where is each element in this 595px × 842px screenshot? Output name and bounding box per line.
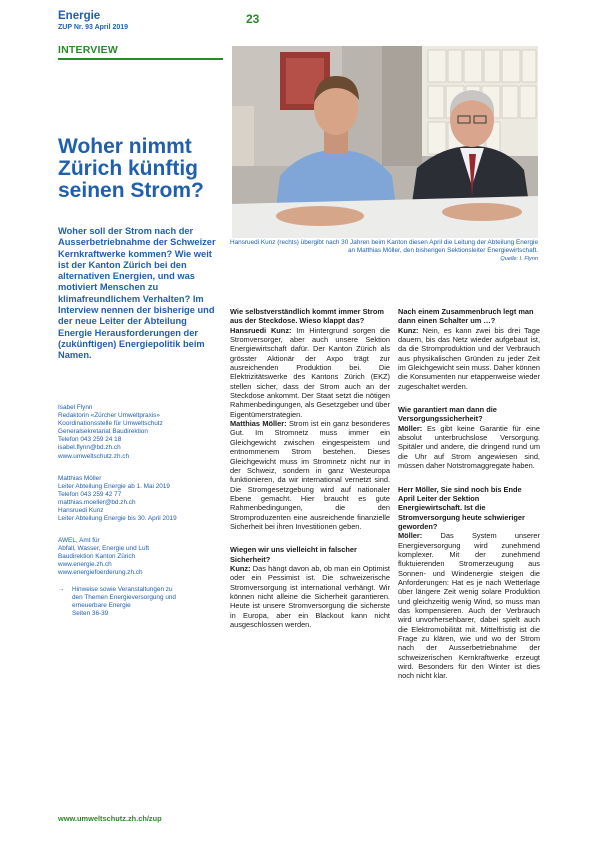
office-contact <box>58 537 228 577</box>
website-link[interactable]: www.energiefoerderung.zh.ch <box>58 569 143 577</box>
qa-block <box>230 545 390 629</box>
speaker-name: Möller: <box>398 531 423 541</box>
contact-line: Leiter Abteilung Energie bis 30. April 2019 <box>58 515 177 523</box>
interviewee-contact <box>58 475 228 524</box>
speaker-name: Matthias Möller: <box>230 419 287 429</box>
contact-line: Telefon 043 259 42 77 <box>58 491 122 499</box>
caption-text: Hansruedi Kunz (rechts) übergibt nach 30 Jahren beim Kanton diesen April die Leitung der Abteilung Energie an Matthias Möller, den bisherigen Sektionsleiter Energiewirtschaft. <box>229 239 538 254</box>
website-link[interactable]: www.energie.zh.ch <box>58 561 112 569</box>
speaker-name: Möller: <box>398 423 423 433</box>
answer-text: Es gibt keine Garantie für eine absolut unterbruchslose Versorgung. Spitäler und andere, die dringend rund um die Uhr auf Strom angewiesen sind, müssen daher Notstromaggregate haben. <box>398 423 540 471</box>
contact-line: Redaktorin «Zürcher Umweltpraxis» <box>58 412 160 420</box>
interview-question: Wie selbstverständlich kommt immer Strom aus der Steckdose. Wieso klappt das? <box>230 307 384 326</box>
interview-question: Herr Möller, Sie sind noch bis Ende April Leiter der Sektion Energiewirtschaft. Ist die Stromversorgung heute schwieriger geworden? <box>398 484 525 531</box>
photo-source: Quelle: I. Flynn <box>500 256 538 262</box>
photo-illustration <box>232 46 538 238</box>
interview-question: Nach einem Zusammenbruch legt man dann einen Schalter um …? <box>398 307 534 326</box>
speaker-name: Kunz: <box>398 325 419 335</box>
interview-photo <box>232 46 538 238</box>
article-column-2 <box>398 307 540 690</box>
contact-line: Telefon 043 259 24 18 <box>58 436 122 444</box>
arrow-right-icon: → <box>58 586 65 593</box>
author-contact <box>58 404 228 461</box>
contact-line: Hansruedi Kunz <box>58 507 104 515</box>
contact-line: Generalsekretariat Baudirektion <box>58 428 148 436</box>
speaker-name: Hansruedi Kunz: <box>230 325 292 335</box>
article-headline: Woher nimmt Zürich künftig seinen Strom? <box>58 135 204 202</box>
qa-block <box>398 405 540 470</box>
answer-text: Das hängt davon ab, ob man ein Optimist oder ein Pessimist ist. Die schweizerische Stromversorgung ist international verhängt. Wir können nicht alleine die Sicherheit garantieren. Heute ist unsere Stromversorgung die sicherste in Europa, aber ein Blackout kann nicht ausgeschlossen werden. <box>230 563 390 629</box>
section-title: Energie <box>58 10 101 22</box>
interview-question: Wie garantiert man dann die Versorgungssicherheit? <box>398 405 497 424</box>
answer-text: Strom ist ein ganz besonderes Gut. Im Stromnetz muss immer ein Gleichgewicht zwischen eingespeistem und entnommenem Strom bestehen. Dieses Gleichgewicht muss im Stromnetz nicht nur in der Schweiz, sondern in ganz Westeuropa funktionieren, da wir international vernetzt sind. Die Stromgesetzgebung wird auf nationaler Ebene gemacht. Hier braucht es gute Rahmenbedingungen, die den Stromproduzenten eine ausreichende finanzielle Sicherheit bei ihren Investitionen geben. <box>230 419 390 531</box>
contact-line: Abfall, Wasser, Energie und Luft <box>58 545 150 553</box>
rubric-label: INTERVIEW <box>58 44 118 56</box>
speaker-name: Kunz: <box>230 563 251 573</box>
email-link[interactable]: matthias.moeller@bd.zh.ch <box>58 499 136 507</box>
contact-line: Matthias Möller <box>58 475 102 482</box>
email-link[interactable]: isabel.flynn@bd.zh.ch <box>58 444 121 452</box>
qa-block <box>230 307 390 419</box>
answer-text: Nein, es kann zwei bis drei Tage dauern, bis das Netz wieder aufgebaut ist, da die Stromproduktion und der Verbrauch aus physikalischen Gründen zu jeder Zeit im Gleichgewicht sein muss. Daher können die Konsumenten nur etappenweise wieder zugeschaltet werden. <box>398 325 540 391</box>
qa-block <box>230 419 390 531</box>
contact-line: Koordinationsstelle für Umweltschutz <box>58 420 163 428</box>
qa-block <box>398 307 540 391</box>
note-line: den Themen Energieversorgung und <box>72 594 176 602</box>
page-number: 23 <box>246 12 260 26</box>
rubric-block <box>58 44 223 60</box>
contact-line: Leiter Abteilung Energie ab 1. Mai 2019 <box>58 483 170 491</box>
answer-text: Das System unserer Energieversorgung wird zunehmend komplexer. Mit der zunehmend fluktuierenden Stromerzeugung aus Sonnen- und Windenergie steigen die Anforderungen: Hat es je nach Wetterlage über längere Zeit wenig solare Produktion und gleichzeitig wenig Wind, so muss man das kompensieren. Auch der Verbrauch wird unvorhersehbarer, dabei spielt auch die Elektromobilität mit. Mittelfristig ist die Frage zu klären, wie und wo der Strom nach der Ausserbetriebnahme der schweizerischen Kernkraftwerke erzeugt wird. Besonders für den Winter ist dies noch nicht klar. <box>398 531 540 681</box>
issue-label: ZUP Nr. 93 April 2019 <box>58 24 129 31</box>
note-line: Hinweise sowie Veranstaltungen zu <box>72 586 173 593</box>
contact-line: AWEL, Amt für <box>58 537 100 544</box>
contact-line: Baudirektion Kanton Zürich <box>58 553 136 561</box>
interview-question: Wiegen wir uns vielleicht in falscher Sicherheit? <box>230 545 357 564</box>
related-note <box>58 586 218 618</box>
note-line: erneuerbare Energie <box>72 602 131 610</box>
article-column-1 <box>230 307 390 638</box>
rubric-divider <box>58 58 223 60</box>
answer-text: Im Hintergrund sorgen die Stromversorger, aber auch unsere Sektion Energiewirtschaft dafür. Der Kanton Zürich als grösster Aktionär der Axpo trägt zur ausreichenden Produktion bei. Die Elektrizitätswerke des Kantons Zürich (EKZ) stellen sicher, dass der Strom auch an der Steckdose ankommt. Der Staat setzt die nötigen Rahmenbedingungen, als Gesetzgeber und über Eigentümerstrategien. <box>230 325 390 419</box>
photo-caption <box>226 239 538 263</box>
note-line: Seiten 36-39 <box>72 610 109 618</box>
footer-link[interactable]: www.umweltschutz.zh.ch/zup <box>58 814 162 823</box>
contact-line: Isabel Flynn <box>58 404 93 411</box>
qa-block <box>398 485 540 681</box>
website-link[interactable]: www.umweltschutz.zh.ch <box>58 452 130 460</box>
article-lead: Woher soll der Strom nach der Ausserbetriebnahme der Schweizer Kernkraftwerke kommen? Wie weit ist der Kanton Zürich bei den alternativen Energien, und was motiviert Menschen zu klimafreundlichem Verhalten? Im Interview nennen der bisherige und der neue Leiter der Abteilung Energie Herausforderungen der (zukünftigen) Energiepolitik beim Namen. <box>58 226 216 361</box>
